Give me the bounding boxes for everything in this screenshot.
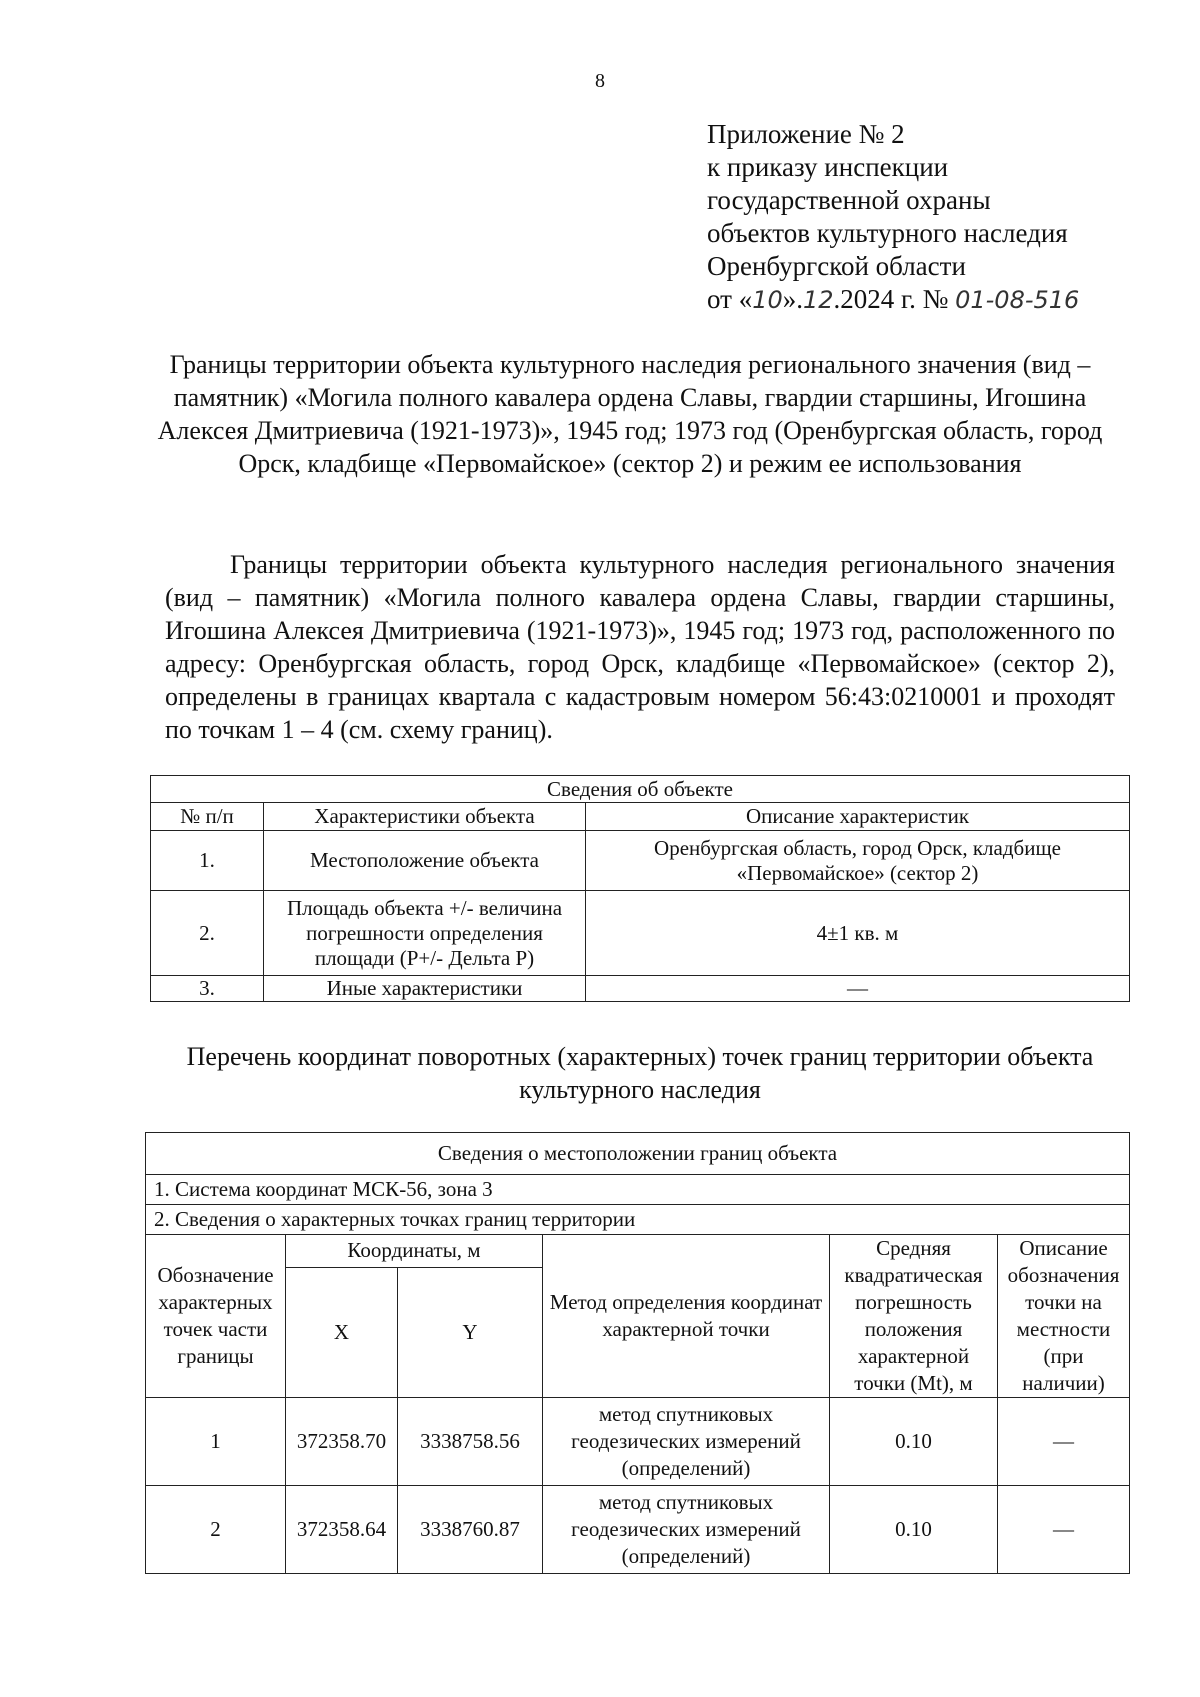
point-id: 1: [146, 1398, 286, 1486]
point-description: —: [998, 1486, 1130, 1574]
intro-paragraph: Границы территории объекта культурного наследия регионального значения (вид – памятник) «Могила полного кавалера ордена Славы, гвардии старшины, Игошина Алексея Дмитриевича (1921-1973)», 1945 год; 1973 год, расположенного по адресу: Оренбургская область, город Орск, кладбище «Первомайское» (сектор 2), определены в границах квартала с кадастровым номером 56:43:0210001 и проходят по точкам 1 – 4 (см. схему границ).: [165, 550, 1115, 744]
header-y: Y: [398, 1267, 543, 1397]
table-row: [151, 831, 1130, 891]
coordinate-system: 1. Система координат МСК-56, зона 3: [146, 1175, 1130, 1205]
row-number: 3.: [151, 976, 264, 1002]
point-y: 3338760.87: [398, 1486, 543, 1574]
table-row: [146, 1486, 1130, 1574]
table-caption: Сведения о местоположении границ объекта: [146, 1133, 1130, 1175]
row-name: Площадь объекта +/- величина погрешности определения площади (Р+/- Дельта Р): [264, 891, 586, 976]
date-sep: ».: [782, 284, 803, 314]
point-error: 0.10: [830, 1398, 998, 1486]
table-row: [151, 891, 1130, 976]
table-row: [151, 976, 1130, 1002]
row-name: Иные характеристики: [264, 976, 586, 1002]
point-method: метод спутниковых геодезических измерений (определений): [543, 1486, 830, 1574]
coordinates-table: [145, 1132, 1130, 1574]
header-cell: № п/п: [151, 803, 264, 831]
appendix-line: к приказу инспекции: [707, 152, 949, 182]
order-number-handwritten: 01-08-516: [955, 286, 1080, 314]
appendix-line: государственной охраны: [707, 185, 991, 215]
table-row: [146, 1398, 1130, 1486]
appendix-line: Приложение № 2: [707, 119, 905, 149]
row-value: —: [586, 976, 1130, 1002]
row-number: 2.: [151, 891, 264, 976]
point-description: —: [998, 1398, 1130, 1486]
date-month-handwritten: 12: [803, 286, 834, 314]
header-error: Средняя квадратическая погрешность положения характерной точки (Mt), м: [830, 1235, 998, 1398]
header-cell: Характеристики объекта: [264, 803, 586, 831]
point-method: метод спутниковых геодезических измерений (определений): [543, 1398, 830, 1486]
row-value: Оренбургская область, город Орск, кладбище «Первомайское» (сектор 2): [586, 831, 1130, 891]
point-error: 0.10: [830, 1486, 998, 1574]
appendix-block: [707, 118, 1079, 317]
table-caption: Сведения об объекте: [151, 776, 1130, 803]
appendix-line: Оренбургской области: [707, 251, 966, 281]
row-name: Местоположение объекта: [264, 831, 586, 891]
header-point: Обозначение характерных точек части границы: [146, 1235, 286, 1398]
date-day-handwritten: 10: [752, 286, 783, 314]
row-value: 4±1 кв. м: [586, 891, 1130, 976]
point-y: 3338758.56: [398, 1398, 543, 1486]
document-title: Границы территории объекта культурного наследия регионального значения (вид – памятник) «Могила полного кавалера ордена Славы, гвардии старшины, Игошина Алексея Дмитриевича (1921-1973)», 1945 год; 1973 год (Оренбургская область, город Орск, кладбище «Первомайское» (сектор 2) и режим ее использования: [157, 350, 1103, 478]
header-method: Метод определения координат характерной точки: [543, 1235, 830, 1398]
header-description: Описание обозначения точки на местности (при наличии): [998, 1235, 1130, 1398]
appendix-line: объектов культурного наследия: [707, 218, 1068, 248]
page-number: 8: [595, 70, 605, 92]
header-x: X: [286, 1267, 398, 1397]
point-x: 372358.64: [286, 1486, 398, 1574]
point-x: 372358.70: [286, 1398, 398, 1486]
date-prefix: от «: [707, 284, 753, 314]
point-id: 2: [146, 1486, 286, 1574]
appendix-date-line: [707, 283, 1079, 317]
date-year: .2024 г. №: [833, 284, 949, 314]
points-caption: 2. Сведения о характерных точках границ территории: [146, 1205, 1130, 1235]
row-number: 1.: [151, 831, 264, 891]
header-coordinates: Координаты, м: [286, 1235, 543, 1268]
coordinates-title: Перечень координат поворотных (характерных) точек границ территории объекта культурного наследия: [186, 1042, 1094, 1104]
object-info-table: [150, 775, 1130, 1002]
header-cell: Описание характеристик: [586, 803, 1130, 831]
